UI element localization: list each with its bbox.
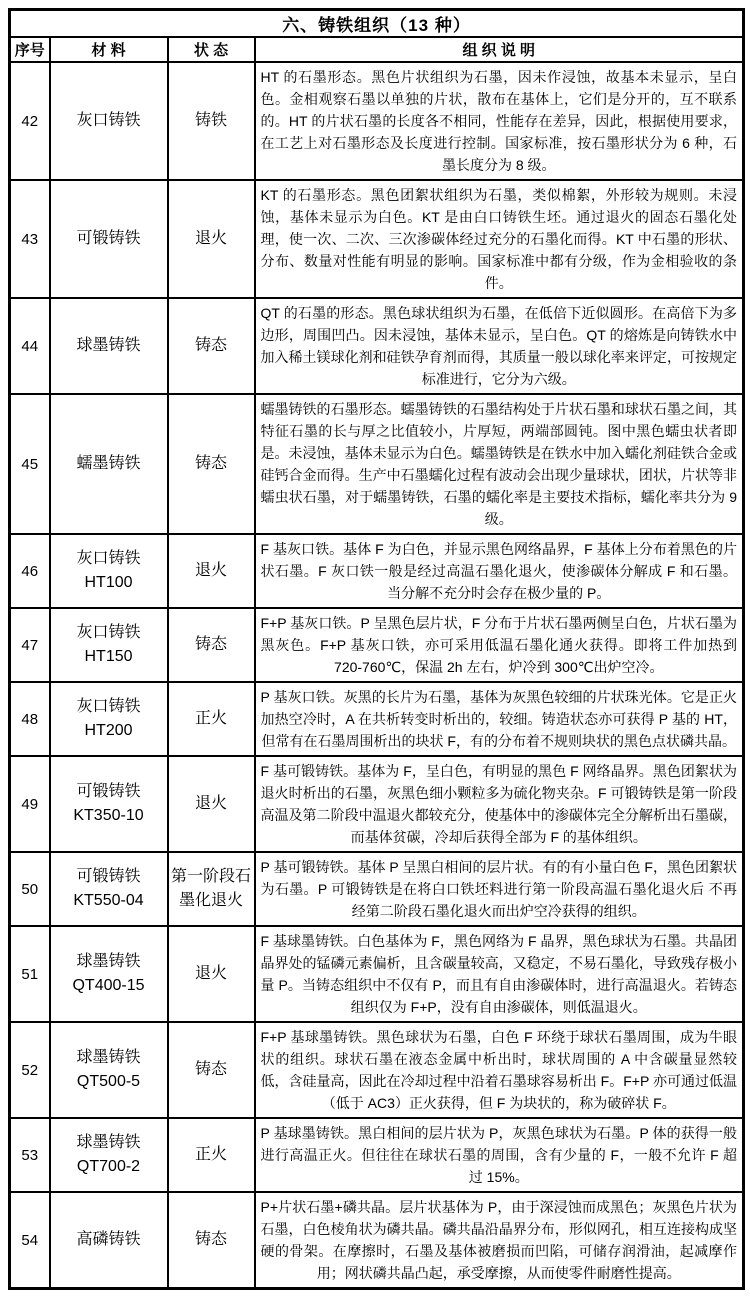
row-number: 45 [10,394,50,534]
material-name: 可锻铸铁 [76,868,141,885]
table-row [10,1022,744,1118]
description-cell: P 基灰口铁。灰黑的长片为石墨，基体为灰黑色较细的片状珠光体。它是正火加热空冷时，A 在共析转变时析出的，较细。铸造状态亦可获得 P 基的 HT，但常有在石墨周围析出的块状 F，有的分布着不规则块状的黑色点状磷共晶。 [255,682,744,756]
material-cell [50,1118,168,1192]
material-name: 球墨铸铁 [76,953,141,970]
row-number: 46 [10,534,50,608]
row-number: 42 [10,62,50,180]
state-cell: 铸态 [168,608,255,682]
table-row [10,62,744,180]
state-cell: 铸铁 [168,62,255,180]
material-grade: KT350-10 [73,807,144,824]
table-row [10,394,744,534]
description-cell: F 基球墨铸铁。白色基体为 F，黑色网络为 F 晶界，黑色球状为石墨。共晶团晶界处的锰磷元素偏析，且含碳量较高，又稳定，不易石墨化，导致残存极小量 P。当铸态组织中不仅有 P，而且有自由渗碳体时，进行高温退火。若铸态组织仅为 F+P，没有自由渗碳体，则低温退火。 [255,926,744,1022]
material-cell [50,756,168,852]
description-cell: QT 的石墨的形态。黑色球状组织为石墨，在低倍下近似圆形。在高倍下为多边形，周围凹凸。因未浸蚀，基体未显示，呈白色。QT 的熔炼是向铸铁水中加入稀土镁球化剂和硅铁孕育剂而得，其质量一般以球化率来评定，可按规定标准进行，它分为六级。 [255,298,744,394]
material-name: 可锻铸铁 [76,783,141,800]
table-row [10,682,744,756]
description-cell: P 基可锻铸铁。基体 P 呈黑白相间的层片状。有的有小量白色 F，黑色团絮状为石墨。P 可锻铸铁是在将白口铁坯料进行第一阶段高温石墨化退火后 不再经第二阶段石墨化退火而出炉空冷获得的组织。 [255,852,744,926]
description-cell: KT 的石墨形态。黑色团絮状组织为石墨，类似棉絮，外形较为规则。未浸蚀，基体未显示为白色。KT 是由白口铸铁生坯。通过退火的固态石墨化处理，使一次、二次、三次渗碳体经过充分的石墨化而得。KT 中石墨的形状、分布、数量对性能有明显的影响。国家标准中都有分级，作为金相验收的条件。 [255,180,744,298]
state-cell: 退火 [168,926,255,1022]
material-name: 高磷铸铁 [76,1231,141,1248]
row-number: 48 [10,682,50,756]
row-number: 50 [10,852,50,926]
state-cell: 退火 [168,534,255,608]
material-grade: HT200 [84,722,133,739]
description-cell: 蠕墨铸铁的石墨形态。蠕墨铸铁的石墨结构处于片状石墨和球状石墨之间，其特征石墨的长与厚之比值较小，片厚短，两端部圆钝。图中黑色蠕虫状者即是。未浸蚀，基体未显示为白色。蠕墨铸铁是在铁水中加入蠕化剂硅铁合金或硅钙合金而得。生产中石墨蠕化过程有波动会出现少量球状，团状，片状等非蠕虫状石墨，对于蠕墨铸铁，石墨的蠕化率是主要技术指标，蠕化率共分为 9 级。 [255,394,744,534]
material-grade: HT100 [84,574,133,591]
state-cell: 第一阶段石墨化退火 [168,852,255,926]
material-cell [50,534,168,608]
description-cell: P 基球墨铸铁。黑白相间的层片状为 P，灰黑色球状为石墨。P 体的获得一般进行高温正火。但往往在球状石墨的周围，含有少量的 F，一般不允许 F 超过 15%。 [255,1118,744,1192]
state-cell: 铸态 [168,1022,255,1118]
material-name: 可锻铸铁 [76,230,141,247]
column-header-material: 材 料 [50,37,168,62]
table-row [10,926,744,1022]
cast-iron-structure-table [8,8,745,1290]
material-name: 灰口铸铁 [76,550,141,567]
state-cell: 正火 [168,682,255,756]
material-name: 灰口铸铁 [76,624,141,641]
row-number: 54 [10,1192,50,1289]
description-cell: HT 的石墨形态。黑色片状组织为石墨，因未作浸蚀，故基本未显示，呈白色。金相观察石墨以单独的片状，散布在基体上，它们是分开的，互不联系的。HT 的片状石墨的长度各不相同，性能存在差异，因此，根据使用要求，在工艺上对石墨形态及长度进行控制。国家标准，按石墨形状分为 6 种，石墨长度分为 8 级。 [255,62,744,180]
material-cell [50,852,168,926]
material-grade: QT500-5 [76,1073,141,1090]
material-cell [50,926,168,1022]
row-number: 47 [10,608,50,682]
material-name: 灰口铸铁 [76,698,141,715]
material-cell [50,62,168,180]
material-name: 球墨铸铁 [76,1049,141,1066]
table-row [10,608,744,682]
state-cell: 铸态 [168,394,255,534]
material-cell [50,180,168,298]
material-cell [50,608,168,682]
material-cell [50,682,168,756]
table-row [10,534,744,608]
material-cell [50,394,168,534]
table-row [10,298,744,394]
table-row [10,180,744,298]
description-cell: P+片状石墨+磷共晶。层片状基体为 P，由于深浸蚀而成黑色；灰黑色片状为石墨，白色棱角状为磷共晶。磷共晶沿晶界分布，形似网孔，相互连接构成坚硬的骨架。在摩擦时，石墨及基体被磨损而凹陷，可储存润滑油，起减摩作用；网状磷共晶凸起，承受摩擦，从而使零件耐磨性提高。 [255,1192,744,1289]
state-cell: 铸态 [168,298,255,394]
material-cell [50,1192,168,1289]
description-cell: F+P 基球墨铸铁。黑色球状为石墨，白色 F 环绕于球状石墨周围，成为牛眼状的组织。球状石墨在液态金属中析出时，球状周围的 A 中含碳量显然较低，含硅量高，因此在冷却过程中沿着石墨球容易析出 F。F+P 亦可通过低温（低于 AC3）正火获得，但 F 为块状的，称为破碎状 F。 [255,1022,744,1118]
material-name: 灰口铸铁 [76,112,141,129]
material-name: 蠕墨铸铁 [76,455,141,472]
material-name: 球墨铸铁 [76,1134,141,1151]
title-row [10,10,744,38]
description-cell: F 基可锻铸铁。基体为 F，呈白色，有明显的黑色 F 网络晶界。黑色团絮状为退火时析出的石墨，灰黑色细小颗粒多为硫化物夹杂。F 可锻铸铁是第一阶段高温及第二阶段中温退火都较充分，使基体中的渗碳体完全分解析出石墨碳，而基体贫碳，冷却后获得全部为 F 的基体组织。 [255,756,744,852]
row-number: 44 [10,298,50,394]
column-header-no: 序号 [10,37,50,62]
state-cell: 铸态 [168,1192,255,1289]
header-row [10,37,744,62]
material-cell [50,1022,168,1118]
material-grade: QT700-2 [76,1158,141,1175]
material-grade: QT400-15 [72,977,145,994]
column-header-description: 组 织 说 明 [255,37,744,62]
description-cell: F 基灰口铁。基体 F 为白色，并显示黑色网络晶界，F 基体上分布着黑色的片状石墨。F 灰口铁一般是经过高温石墨化退火，使渗碳体分解成 F 和石墨。当分解不充分时会存在极少量的 P。 [255,534,744,608]
state-cell: 正火 [168,1118,255,1192]
material-name: 球墨铸铁 [76,337,141,354]
column-header-state: 状 态 [168,37,255,62]
state-cell: 退火 [168,180,255,298]
table-row [10,852,744,926]
row-number: 49 [10,756,50,852]
table-row [10,1192,744,1289]
table-row [10,1118,744,1192]
row-number: 51 [10,926,50,1022]
row-number: 43 [10,180,50,298]
page-title: 六、铸铁组织（13 种） [10,10,744,38]
description-cell: F+P 基灰口铁。P 呈黑色层片状，F 分布于片状石墨两侧呈白色，片状石墨为黑灰色。F+P 基灰口铁，亦可采用低温石墨化通火获得。即将工件加热到 720-760℃，保温 2h 左右，炉冷到 300℃出炉空冷。 [255,608,744,682]
row-number: 53 [10,1118,50,1192]
table-row [10,756,744,852]
row-number: 52 [10,1022,50,1118]
state-cell: 退火 [168,756,255,852]
material-grade: HT150 [84,648,133,665]
material-grade: KT550-04 [73,892,144,909]
material-cell [50,298,168,394]
